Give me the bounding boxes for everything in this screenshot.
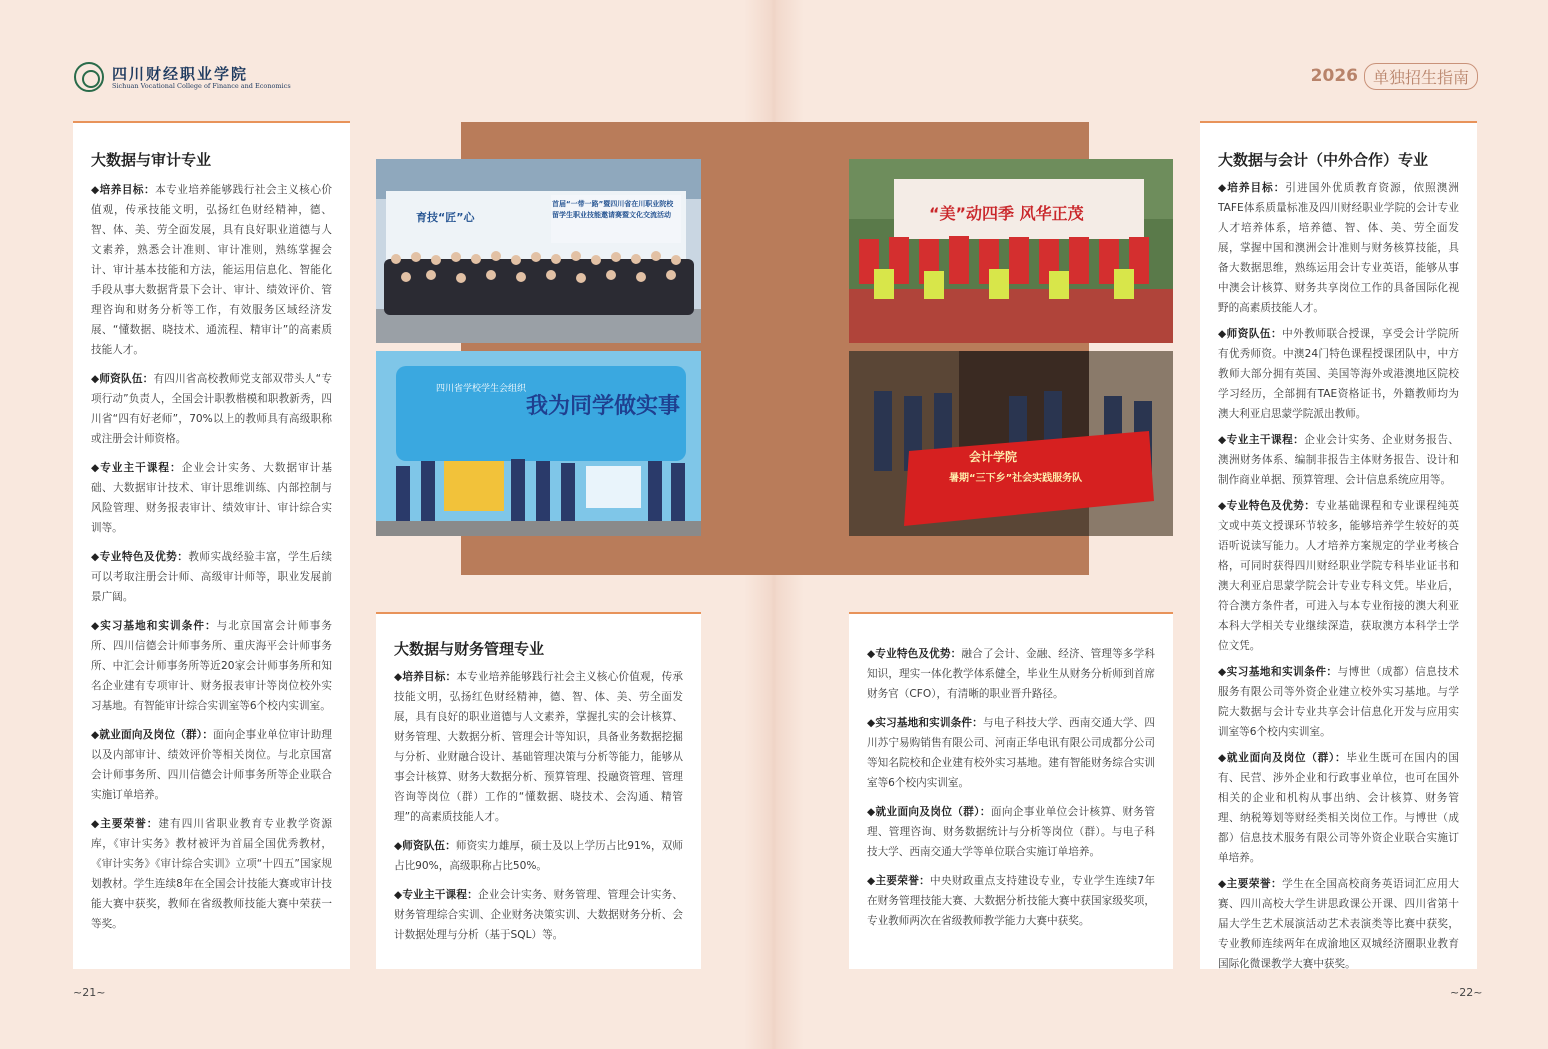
page-number-right: ~22~ <box>1450 986 1483 999</box>
card-title: 大数据与审计专业 <box>91 151 212 169</box>
item-features: ◆专业特色及优势：教师实战经验丰富，学生后续可以考取注册会计师、高级审计师等，职业发展前景广阔。 <box>91 551 332 603</box>
photo4-flag-a: 会计学院 <box>969 450 1018 464</box>
item-practice-base: ◆实习基地和实训条件：与北京国富会计师事务所、四川信德会计师事务所、重庆海平会计师事务所、中汇会计师事务所等近20家会计师事务所和知名企业建有专项审计、财务报表审计等岗位校外实习基地。有智能审计综合实训室等6个校内实训室。 <box>91 620 332 712</box>
card-big-data-finance <box>376 612 701 969</box>
photo-summer-service <box>849 351 1173 536</box>
item-core-courses: ◆专业主干课程：企业会计实务、大数据审计基础、大数据审计技术、审计思维训练、内部控制与风险管理、财务报表审计、绩效审计、审计综合实训等。 <box>91 462 333 534</box>
school-emblem-icon <box>74 62 104 92</box>
item-faculty: ◆师资队伍：师资实力雄厚，硕士及以上学历占比91%，双师占比90%，高级职称占比50%。 <box>394 840 684 872</box>
card-body <box>91 180 332 934</box>
photo4-flag-b: 暑期“三下乡”社会实践服务队 <box>949 473 1083 484</box>
item-features: ◆专业特色及优势：融合了会计、金融、经济、管理等多学科知识，理实一体化教学体系健全，毕业生从财务分析师到首席财务官（CFO），有清晰的职业晋升路径。 <box>867 648 1155 700</box>
guide-year: 2026 <box>1310 66 1358 86</box>
guide-title <box>1311 64 1478 88</box>
guide-label: 单独招生指南 <box>1364 63 1478 90</box>
photo2-banner-a: 四川省学校学生会组织 <box>436 384 527 394</box>
item-training-goal: ◆培养目标：引进国外优质教育资源，依照澳洲TAFE体系质量标准及四川财经职业学院的会计专业人才培养体系，培养德、智、体、美、劳全面发展，掌握中国和澳洲会计准则与财务核算技能，具备大数据思维，熟练运用会计专业英语，能够从事中澳会计核算、财务共享岗位工作的具备国际化视野的高素质技能人才。 <box>1218 182 1459 314</box>
photo3-banner: “美”动四季 风华正茂 <box>929 204 1084 223</box>
item-employment: ◆就业面向及岗位（群）：毕业生既可在国内的国有、民营、涉外企业和行政事业单位，也可在国外相关的企业和机构从事出纳、会计核算、财务管理、纳税筹划等财经类相关岗位工作。与博世（成都）信息技术服务有限公司等外资企业联合实施订单培养。 <box>1218 752 1459 864</box>
item-employment: ◆就业面向及岗位（群）：面向企事业单位会计核算、财务管理、管理咨询、财务数据统计与分析等岗位（群）。与电子科技大学、西南交通大学等单位联合实施订单培养。 <box>867 806 1155 858</box>
photo-football-team <box>849 159 1173 343</box>
school-name-cn: 四川财经职业学院 <box>112 65 249 83</box>
card-big-data-accounting-sino-foreign <box>1200 121 1477 969</box>
card-title: 大数据与会计（中外合作）专业 <box>1218 151 1429 169</box>
card-body <box>394 667 683 945</box>
photo1-banner-left: 育技“匠”心 <box>416 211 475 224</box>
school-logo <box>74 60 291 96</box>
item-core-courses: ◆专业主干课程：企业会计实务、财务管理、管理会计实务、财务管理综合实训、企业财务决策实训、大数据财务分析、会计数据处理与分析（基于SQL）等。 <box>394 889 683 941</box>
item-faculty: ◆师资队伍：中外教师联合授课，享受会计学院所有优秀师资。中澳24门特色课程授课团队中，中方教师大部分拥有英国、美国等海外或港澳地区院校学习经历，全部拥有TAE资格证书，外籍教师均为澳大利亚启思蒙学院派出教师。 <box>1218 328 1460 420</box>
item-features: ◆专业特色及优势：专业基础课程和专业课程纯英文或中英文授课环节较多，能够培养学生较好的英语听说读写能力。人才培养方案规定的学业考核合格，可同时获得四川财经职业学院专科毕业证书和澳大利亚启思蒙学院会计专业专科文凭。毕业后，符合澳方条件者，可进入与本专业衔接的澳大利亚本科大学相关专业继续深造，获取澳方本科学士学位文凭。 <box>1218 500 1459 652</box>
item-employment: ◆就业面向及岗位（群）：面向企事业单位审计助理以及内部审计、绩效评价等相关岗位。与北京国富会计师事务所、四川信德会计师事务所等企业联合实施订单培养。 <box>91 729 332 801</box>
card-body <box>1218 178 1459 974</box>
card-big-data-audit <box>73 121 350 969</box>
page-number-left: ~21~ <box>73 986 106 999</box>
item-honors: ◆主要荣誉：学生在全国高校商务英语词汇应用大赛、四川高校大学生讲思政课公开课、四川省第十届大学生艺术展演活动艺术表演类等比赛中获奖，专业教师连续两年在成渝地区双城经济圈职业教育国际化微课教学大赛中获奖。 <box>1218 878 1460 970</box>
card-body <box>867 644 1155 931</box>
photo-group-event <box>376 159 701 343</box>
photo1-banner-right: 首届“一带一路”暨四川省在川职业院校留学生职业技能邀请赛暨文化交流活动 <box>552 200 674 219</box>
item-faculty: ◆师资队伍：有四川省高校教师党支部双带头人“专项行动”负责人，全国会计职教楷模和职教新秀，四川省“四有好老师”，70%以上的教师具有高级职称或注册会计师资格。 <box>91 373 332 445</box>
photo2-banner-b: 我为同学做实事 <box>526 394 681 419</box>
item-training-goal: ◆培养目标：本专业培养能够践行社会主义核心价值观，传承技能文明，弘扬红色财经精神，德、智、体、美、劳全面发展，具有良好职业道德与人文素养，熟悉会计准则、审计准则，熟练掌握会计、审计基本技能和方法，能运用信息化、智能化手段从事大数据背景下会计、审计、绩效评价、管理咨询和财务分析等工作，有效服务区域经济发展、“懂数据、晓技术、通流程、精审计”的高素质技能人才。 <box>91 184 333 356</box>
item-training-goal: ◆培养目标：本专业培养能够践行社会主义核心价值观，传承技能文明，弘扬红色财经精神，德、智、体、美、劳全面发展，具有良好的职业道德与人文素养，掌握扎实的会计核算、财务管理、大数据分析、管理会计等知识，具备业务数据挖掘与分析、业财融合设计、基础管理决策与分析等能力，能够从事会计核算、财务大数据分析、预算管理、投融资管理、管理咨询等岗位（群）工作的“懂数据、晓技术、会沟通、精管理”的高素质技能人才。 <box>394 671 684 823</box>
card-title: 大数据与财务管理专业 <box>394 640 545 658</box>
school-name-en: Sichuan Vocational College of Finance and Economics <box>112 82 291 90</box>
item-practice-base: ◆实习基地和实训条件：与电子科技大学、西南交通大学、四川苏宁易购销售有限公司、河南正华电讯有限公司成都分公司等知名院校和企业建有校外实习基地。建有智能财务综合实训室等6个校内实训室。 <box>867 717 1155 789</box>
item-core-courses: ◆专业主干课程：企业会计实务、企业财务报告、澳洲财务体系、编制非报告主体财务报告、设计和制作商业单据、预算管理、会计信息系统应用等。 <box>1218 434 1459 486</box>
item-honors: ◆主要荣誉：中央财政重点支持建设专业，专业学生连续7年在财务管理技能大赛、大数据分析技能大赛中获国家级奖项，专业教师两次在省级教师教学能力大赛中获奖。 <box>867 875 1155 927</box>
item-honors: ◆主要荣誉：建有四川省职业教育专业教学资源库，《审计实务》教材被评为首届全国优秀教材，《审计实务》《审计综合实训》立项“十四五”国家规划教材。学生连续8年在全国会计技能大赛或审计技能大赛中获奖，教师在省级教师技能大赛中荣获一等奖。 <box>91 818 332 930</box>
card-big-data-finance-continued <box>849 612 1173 969</box>
photo-student-union <box>376 351 701 536</box>
item-practice-base: ◆实习基地和实训条件：与博世（成都）信息技术服务有限公司等外资企业建立校外实习基地。与学院大数据与会计专业共享会计信息化开发与应用实训室等6个校内实训室。 <box>1218 666 1460 738</box>
